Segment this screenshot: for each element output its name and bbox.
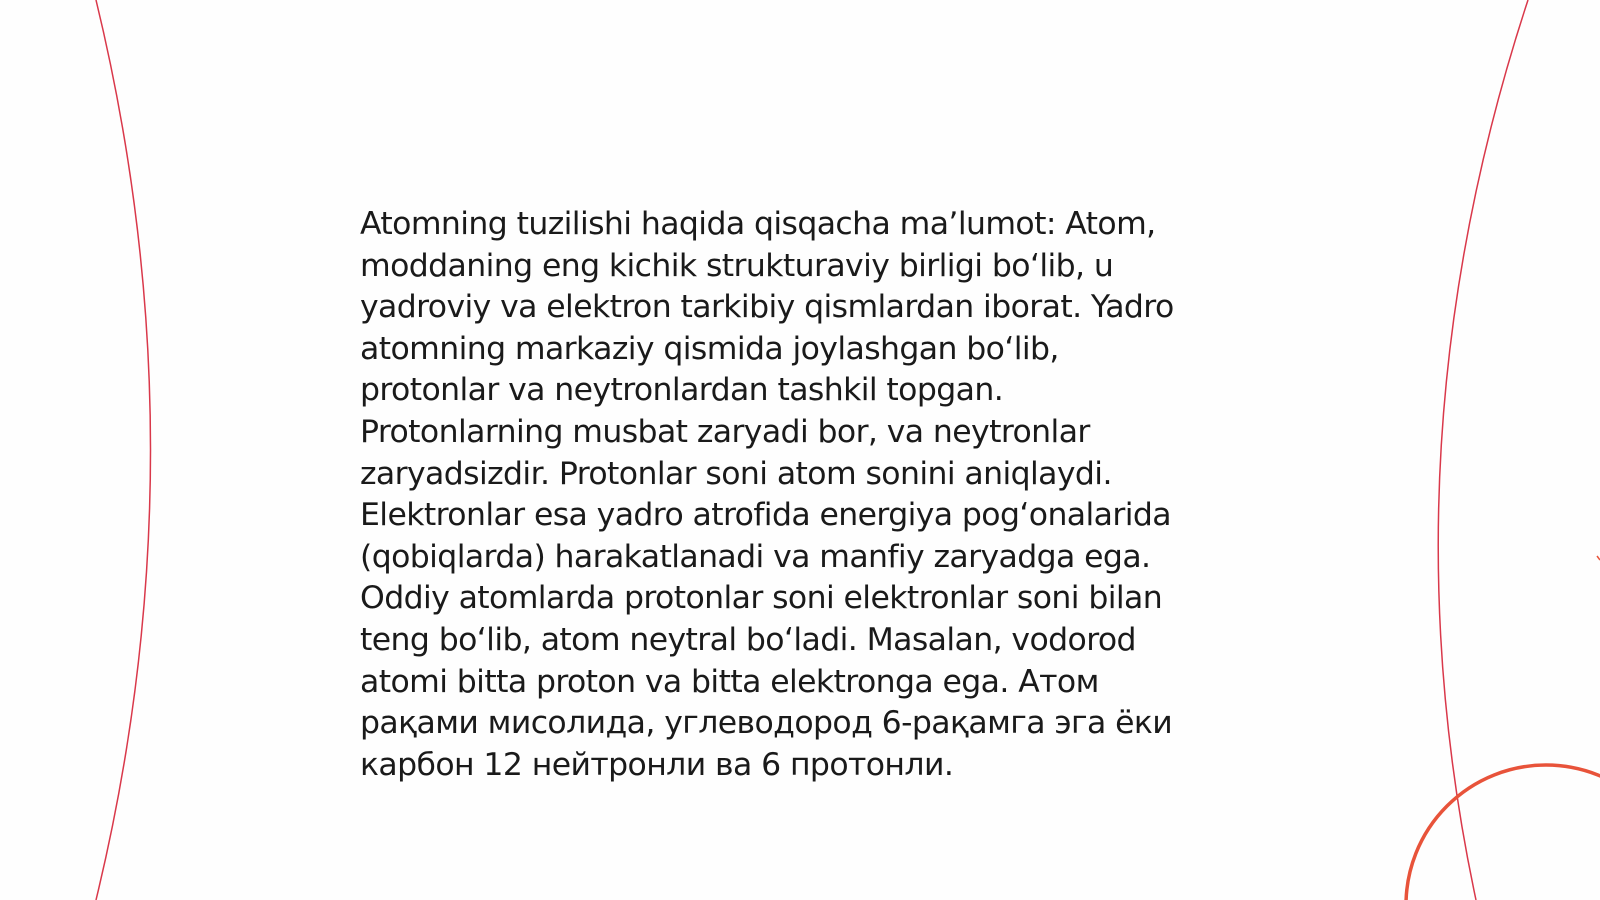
orange-arc bbox=[1406, 765, 1600, 900]
text-line: Elektronlar esa yadro atrofida energiya pog‘onalarida bbox=[360, 497, 1171, 534]
right-curve-line bbox=[1438, 0, 1528, 900]
text-line: teng bo‘lib, atom neytral bo‘ladi. Masalan, vodorod bbox=[360, 621, 1136, 658]
left-curve-line bbox=[96, 0, 151, 900]
text-line: protonlar va neytronlardan tashkil topgan. bbox=[360, 372, 1004, 409]
text-line: Atomning tuzilishi haqida qisqacha ma’lumot: Atom, bbox=[360, 206, 1156, 242]
text-line: atomning markaziy qismida joylashgan bo‘lib, bbox=[360, 330, 1059, 367]
text-line: рақами мисолида, углеводород 6-рақамга эга ёки bbox=[360, 705, 1173, 742]
text-line: Protonlarning musbat zaryadi bor, va neytronlar bbox=[360, 413, 1090, 450]
text-line: atomi bitta proton va bitta elektronga ega. Атом bbox=[360, 663, 1099, 700]
text-line: (qobiqlarda) harakatlanadi va manfiy zaryadga ega. bbox=[360, 538, 1151, 575]
body-paragraph bbox=[360, 204, 1240, 786]
text-line: yadroviy va elektron tarkibiy qismlardan iborat. Yadro bbox=[360, 289, 1174, 326]
text-line: moddaning eng kichik strukturaviy birligi bo‘lib, u bbox=[360, 247, 1114, 284]
text-line: zaryadsizdir. Protonlar soni atom sonini aniqlaydi. bbox=[360, 455, 1112, 492]
text-line: карбон 12 нейтронли ва 6 протонли. bbox=[360, 746, 954, 783]
text-line: Oddiy atomlarda protonlar soni elektronlar soni bilan bbox=[360, 580, 1163, 617]
